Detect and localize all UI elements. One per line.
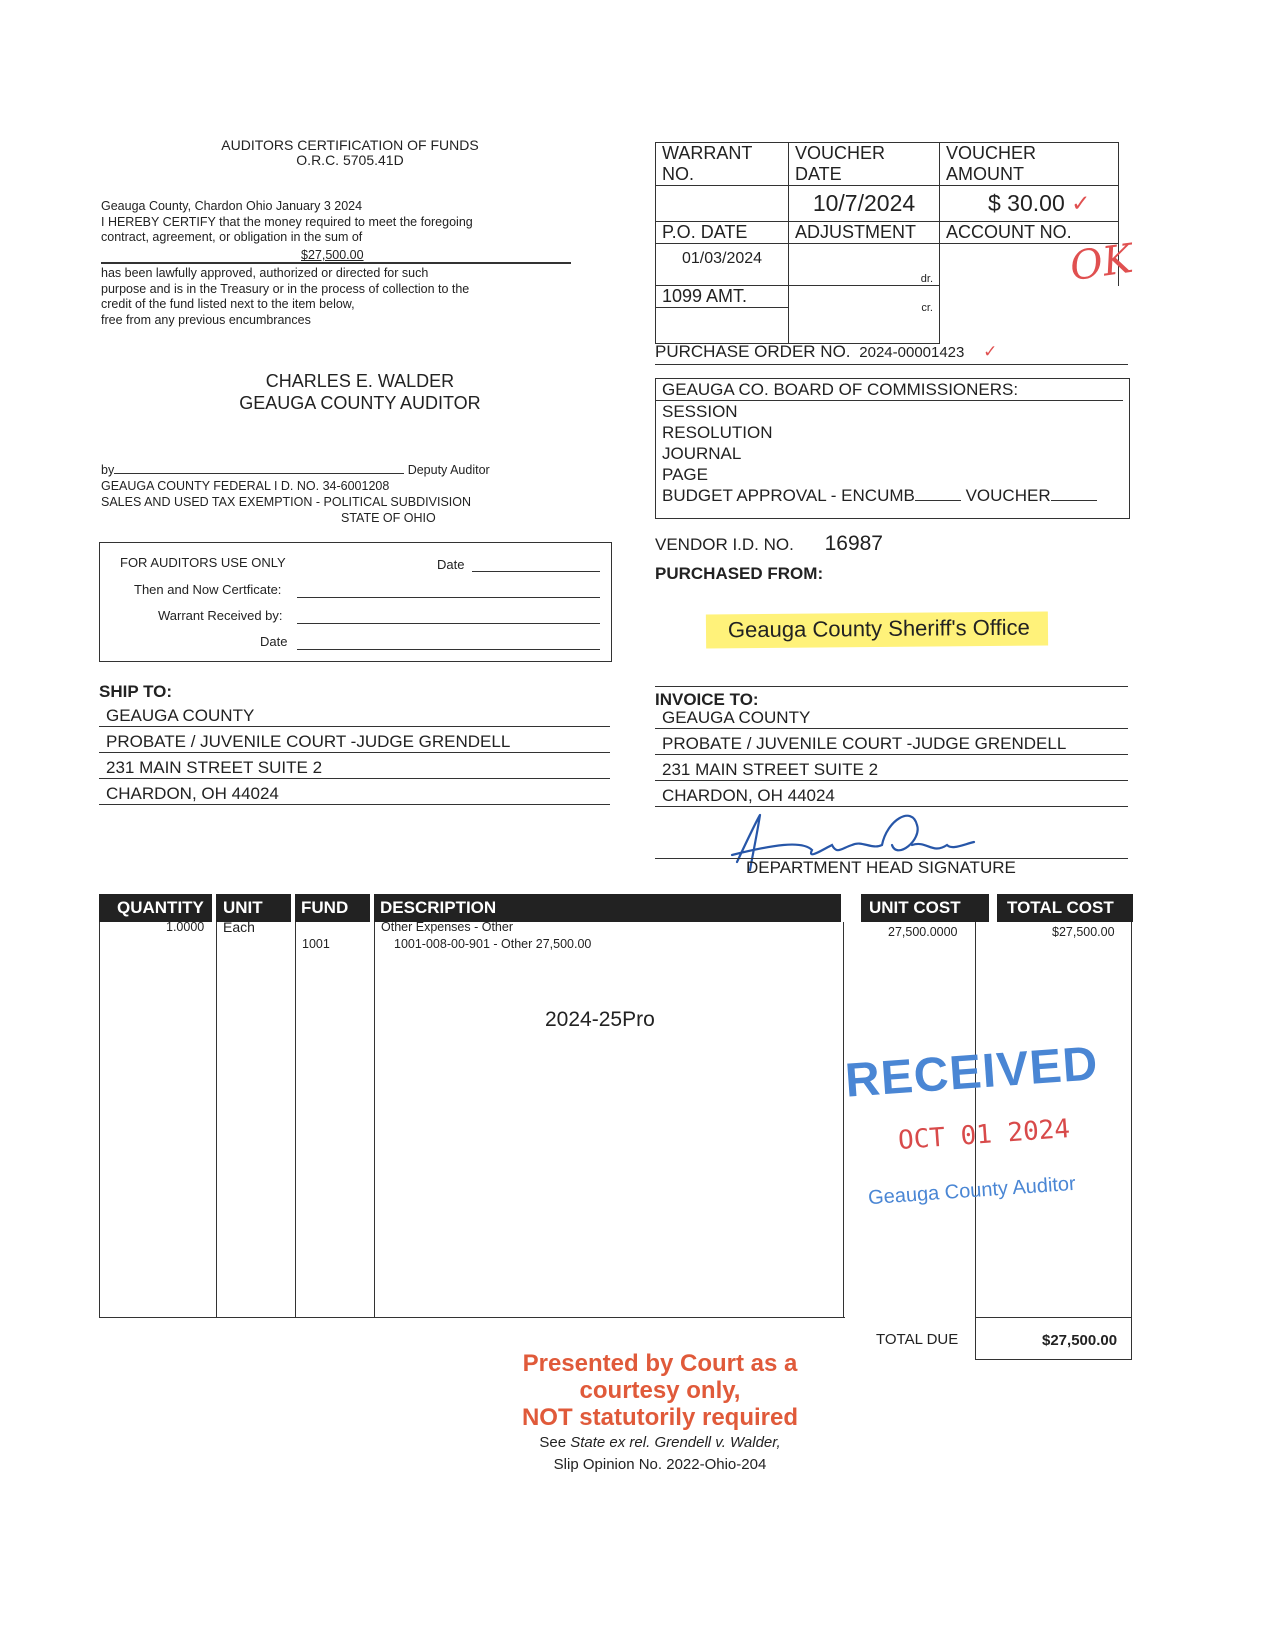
cite-case: State ex rel. Grendell v. Walder, — [570, 1434, 781, 1451]
cite-line-2: Slip Opinion No. 2022-Ohio-204 — [553, 1456, 767, 1473]
deputy-label: Deputy Auditor — [407, 463, 490, 477]
header-description: DESCRIPTION — [380, 898, 497, 917]
total-due-label: TOTAL DUE — [876, 1331, 959, 1348]
total-top-rule — [975, 1317, 1132, 1318]
purchase-order-line — [655, 342, 1128, 365]
cert-body-line1: has been lawfully approved, authorized or directed for such — [101, 266, 429, 280]
col-line — [374, 922, 375, 1317]
invoice-top-rule — [655, 686, 1128, 687]
header-unit: UNIT — [223, 898, 263, 917]
auditor-title: GEAUGA COUNTY AUDITOR — [239, 393, 481, 413]
deputy-signature-line — [114, 473, 404, 474]
vendor-id-line — [655, 532, 883, 556]
courtesy-line-1: Presented by Court as a — [522, 1350, 798, 1377]
warrant-no-label: WARRANT NO. — [656, 143, 789, 186]
col-line — [1131, 922, 1132, 1360]
ship-to-label: SHIP TO: — [99, 682, 173, 701]
by-label: by — [101, 463, 115, 477]
warrant-received-line — [297, 623, 600, 624]
board-budget-line — [656, 485, 1129, 506]
empty-cell — [940, 286, 1119, 344]
auditor-date2-line — [297, 649, 600, 650]
cert-certify-line1: I HEREBY CERTIFY that the money required to meet the foregoing — [101, 214, 473, 229]
vendor-id: 16987 — [824, 532, 883, 555]
amt-1099-value — [656, 308, 789, 344]
citation — [440, 1432, 880, 1476]
header-total-cost: TOTAL COST — [1007, 898, 1114, 917]
item-total-cost: $27,500.00 — [1052, 925, 1115, 939]
invoice-to-label: INVOICE TO: — [655, 690, 759, 709]
invoice-to-line-1: GEAUGA COUNTY — [655, 708, 1128, 729]
courtesy-line-2: courtesy only, — [579, 1377, 741, 1404]
amt-1099-label: 1099 AMT. — [656, 286, 789, 308]
item-quantity: 1.0000 — [166, 920, 205, 934]
dr-label: dr. — [789, 244, 940, 286]
cert-body — [101, 199, 561, 246]
federal-id: GEAUGA COUNTY FEDERAL I D. NO. 34-6001208 — [101, 479, 390, 493]
col-line — [843, 922, 844, 1317]
voucher-date-label: VOUCHER DATE — [789, 143, 940, 186]
cert-body-line3: credit of the fund listed next to the item below, — [101, 297, 355, 311]
account-no-label: ACCOUNT NO. — [940, 222, 1119, 244]
voucher-amount-label: VOUCHER AMOUNT — [940, 143, 1119, 186]
cert-body-line2: purpose and is in the Treasury or in the process of collection to the — [101, 281, 470, 296]
courtesy-line-3: NOT statutorily required — [521, 1404, 799, 1431]
purchased-from-label: PURCHASED FROM: — [655, 564, 824, 583]
cert-location-date: Geauga County, Chardon Ohio January 3 2024 — [101, 199, 363, 213]
auditor-date-label: Date — [437, 557, 465, 572]
item-fund: 1001 — [302, 937, 330, 951]
board-line1: GEAUGA CO. BOARD OF COMMISSIONERS: — [656, 379, 1123, 401]
invoice-to-line-2: PROBATE / JUVENILE COURT -JUDGE GRENDELL — [655, 734, 1128, 755]
po-label: PURCHASE ORDER NO. — [655, 342, 851, 361]
total-due: $27,500.00 — [1042, 1332, 1118, 1349]
voucher-amount-cell — [940, 186, 1119, 222]
then-now-line — [297, 597, 600, 598]
ship-to-line-2: PROBATE / JUVENILE COURT -JUDGE GRENDELL — [99, 732, 610, 753]
auditor-use-title: FOR AUDITORS USE ONLY — [120, 555, 286, 570]
received-stamp-office: Geauga County Auditor — [867, 1172, 1077, 1210]
cert-certify-line2: contract, agreement, or obligation in the sum of — [101, 230, 363, 244]
board-box — [655, 378, 1130, 519]
deputy-block — [101, 462, 581, 526]
board-session: SESSION — [662, 402, 738, 421]
items-bottom-rule — [99, 1317, 845, 1318]
item-note: 2024-25Pro — [545, 1008, 655, 1031]
vendor-id-label: VENDOR I.D. NO. — [655, 535, 794, 554]
tax-exempt: SALES AND USED TAX EXEMPTION - POLITICAL SUBDIVISION — [101, 495, 472, 509]
courtesy-note — [440, 1350, 880, 1431]
voucher-blank — [1051, 500, 1097, 501]
po-number: 2024-00001423 — [859, 344, 965, 361]
cite-prefix: See — [539, 1434, 571, 1451]
header-divider — [370, 894, 374, 922]
cr-label: cr. — [789, 286, 940, 344]
po-date: 01/03/2024 — [656, 244, 789, 286]
header-divider — [212, 894, 216, 922]
ship-to-line-3: 231 MAIN STREET SUITE 2 — [99, 758, 610, 779]
cert-sum-line — [101, 248, 571, 264]
header-divider — [989, 894, 997, 922]
item-description-2: 1001-008-00-901 - Other 27,500.00 — [394, 937, 592, 951]
cert-body-line4: free from any previous encumbrances — [101, 312, 311, 327]
cert-title — [150, 138, 550, 168]
col-line — [99, 922, 100, 1317]
header-divider — [841, 894, 861, 922]
auditor-name: CHARLES E. WALDER — [265, 371, 455, 391]
header-divider — [291, 894, 295, 922]
header-fund: FUND — [301, 898, 349, 917]
header-quantity: QUANTITY — [117, 898, 204, 917]
warrant-received-label: Warrant Received by: — [158, 608, 283, 623]
board-journal: JOURNAL — [662, 444, 742, 463]
board-resolution: RESOLUTION — [662, 423, 773, 442]
voucher-date: 10/7/2024 — [789, 186, 940, 222]
warrant-no-value — [656, 186, 789, 222]
auditor-use-box — [99, 542, 612, 662]
voucher-amount: $ 30.00 — [988, 190, 1065, 216]
ship-to-line-1: GEAUGA COUNTY — [99, 706, 610, 727]
total-bottom-rule — [975, 1359, 1132, 1360]
cert-sum: $27,500.00 — [301, 248, 364, 262]
warrant-table — [655, 142, 1136, 344]
cert-title-line2: O.R.C. 5705.41D — [296, 152, 404, 168]
ok-mark: OK — [1067, 235, 1136, 291]
voucher-label: VOUCHER — [965, 486, 1051, 505]
auditor-signature-block — [200, 370, 520, 414]
account-no-value — [940, 235, 1136, 291]
received-stamp: RECEIVED — [843, 1037, 1100, 1108]
received-stamp-date: OCT 01 2024 — [897, 1114, 1072, 1156]
col-line — [295, 922, 296, 1317]
invoice-to-line-3: 231 MAIN STREET SUITE 2 — [655, 760, 1128, 781]
adjustment-label: ADJUSTMENT — [789, 222, 940, 244]
po-check-icon: ✓ — [983, 342, 998, 361]
budget-approval-label: BUDGET APPROVAL - ENCUMB — [662, 486, 915, 505]
encumb-blank — [915, 500, 961, 501]
cert-title-line1: AUDITORS CERTIFICATION OF FUNDS — [221, 137, 479, 153]
ship-to-line-4: CHARDON, OH 44024 — [99, 784, 610, 805]
items-header — [99, 894, 1133, 922]
header-unit-cost: UNIT COST — [869, 898, 961, 917]
state: STATE OF OHIO — [341, 511, 436, 525]
item-description-1: Other Expenses - Other — [381, 920, 514, 934]
auditor-date-line — [472, 571, 600, 572]
item-unit: Each — [223, 919, 255, 935]
signature-label: DEPARTMENT HEAD SIGNATURE — [746, 858, 1016, 877]
cert-body2 — [101, 266, 571, 328]
check-mark-icon: ✓ — [1071, 190, 1091, 216]
po-date-label: P.O. DATE — [656, 222, 789, 244]
invoice-to-line-4: CHARDON, OH 44024 — [655, 786, 1128, 807]
auditor-date2-label: Date — [260, 634, 288, 649]
board-page: PAGE — [662, 465, 708, 484]
then-now-label: Then and Now Certficate: — [134, 582, 282, 597]
vendor-name: Geauga County Sheriff's Office — [706, 612, 1048, 649]
item-unit-cost: 27,500.0000 — [888, 925, 958, 939]
col-line — [216, 922, 217, 1317]
